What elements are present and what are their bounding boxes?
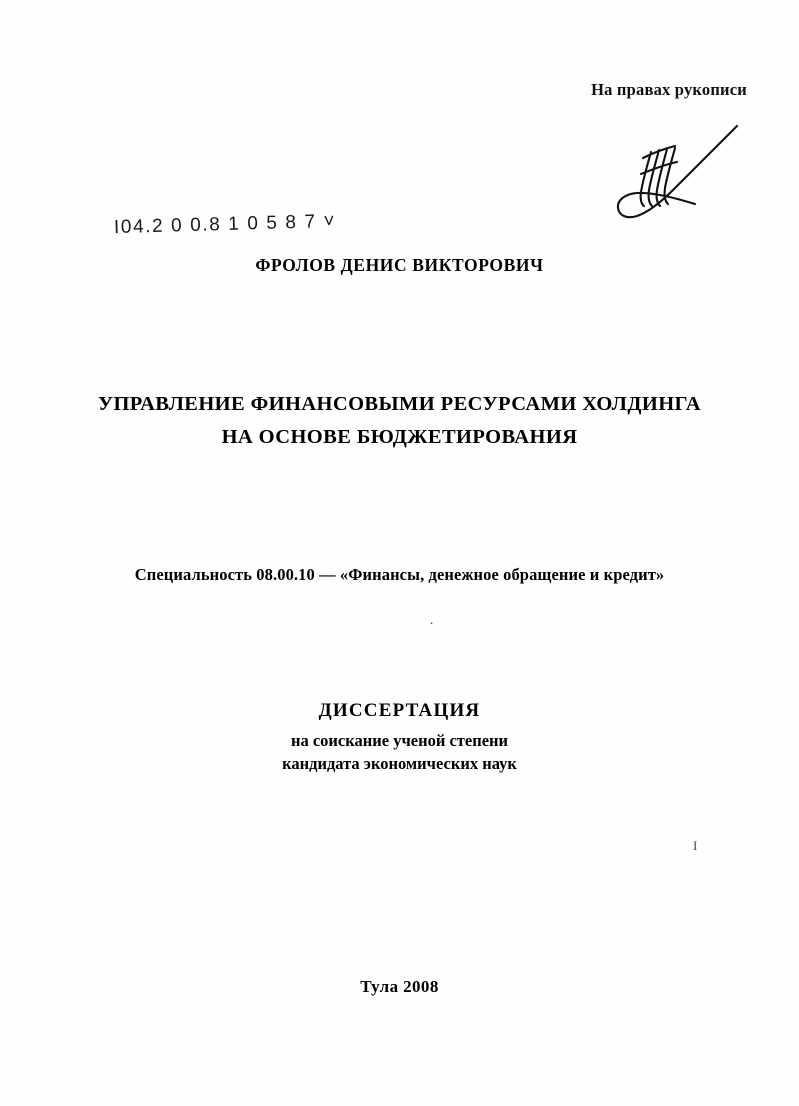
- dissertation-subtitle-line-1: на соискание ученой степени: [290, 731, 509, 750]
- place-and-year: Тула 2008: [360, 977, 439, 996]
- library-stamp-number: I04.2 0 0.8 1 0 5 8 7 ˅: [113, 210, 337, 239]
- dissertation-heading: ДИССЕРТАЦИЯ: [318, 700, 481, 721]
- document-title: [0, 388, 799, 454]
- margin-tick-mark: I: [693, 838, 698, 853]
- title-line-2: НА ОСНОВЕ БЮДЖЕТИРОВАНИЯ: [221, 426, 578, 449]
- stray-dot-mark: .: [430, 612, 434, 627]
- author-name: ФРОЛОВ ДЕНИС ВИКТОРОВИЧ: [255, 255, 544, 275]
- title-line-1: УПРАВЛЕНИЕ ФИНАНСОВЫМИ РЕСУРСАМИ ХОЛДИНГА: [98, 393, 701, 415]
- manuscript-note: На правах рукописи: [591, 80, 747, 99]
- handwritten-signature-icon: [591, 118, 751, 228]
- dissertation-block: [0, 700, 799, 776]
- dissertation-subtitle-line-2: кандидата экономических наук: [282, 753, 517, 773]
- specialty-line: Специальность 08.00.10 — «Финансы, денежное обращение и кредит»: [134, 565, 665, 584]
